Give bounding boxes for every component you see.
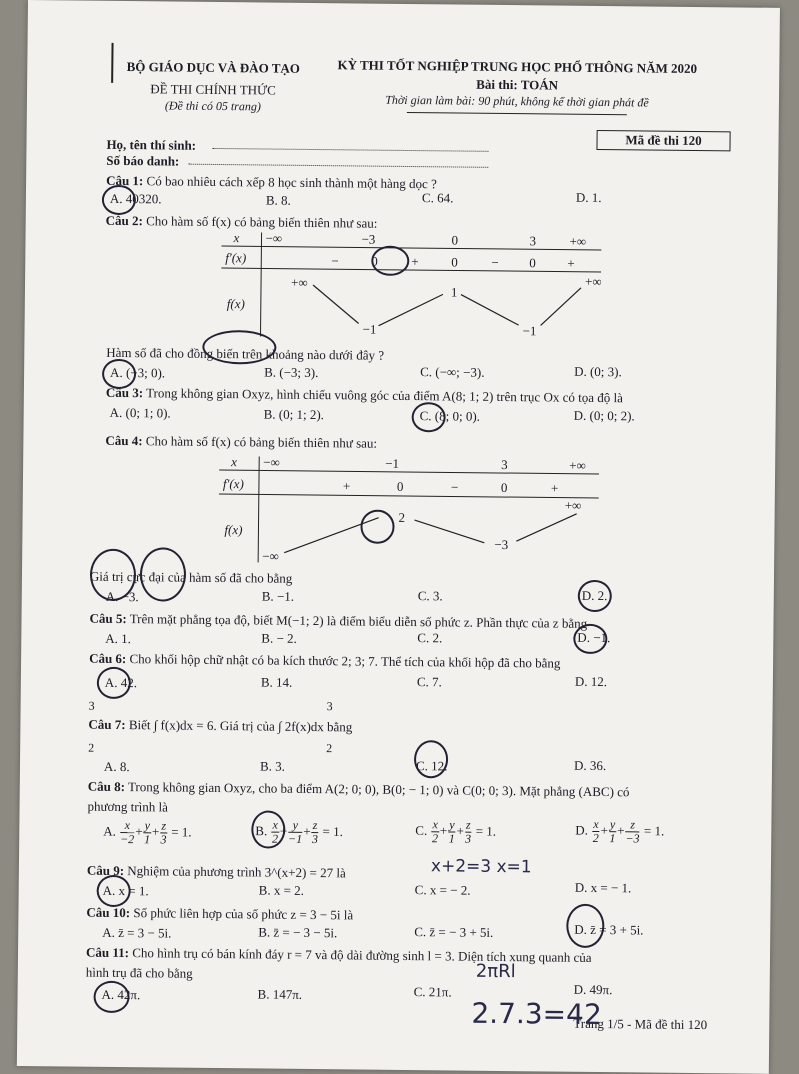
q9-c: C. x = − 2. xyxy=(414,882,471,898)
q2-f-label: f(x) xyxy=(226,296,245,312)
q4-x-2: 3 xyxy=(501,456,508,473)
q8-b-label: B. xyxy=(255,823,268,839)
q8-d-label: D. xyxy=(575,822,589,838)
q5-num: Câu 5: xyxy=(89,610,127,627)
q2-x-label: x xyxy=(233,230,240,246)
q3-text: Trong không gian Oxyz, hình chiếu vuông góc của điểm A(8; 1; 2) trên trục Ox có tọa độ là xyxy=(146,385,623,406)
q2-b: B. (−3; 3). xyxy=(264,364,319,381)
q10-stem xyxy=(86,905,353,923)
q10-b: B. z̄ = − 3 − 5i. xyxy=(258,924,338,941)
q7-lower-2: 2 xyxy=(326,741,333,756)
q2-sign-3: 0 xyxy=(451,254,458,270)
q11-b: B. 147π. xyxy=(257,986,303,1002)
candidate-name-field xyxy=(212,148,488,152)
q4-f-1: 2 xyxy=(398,509,406,525)
q8-a: A. $\frac{x}{-2}$ + $\frac{y}{1}$ + $\frac{z}{3}$ = 1. xyxy=(103,818,192,847)
q4-num: Câu 4: xyxy=(105,432,143,449)
q2-variation-table xyxy=(220,228,601,342)
q11-text: Cho hình trụ có bán kính đáy r = 7 và độ dài đường sinh l = 3. Diện tích xung quanh của xyxy=(132,945,592,965)
q2-fprime-label: f′(x) xyxy=(225,250,247,266)
q8-num: Câu 8: xyxy=(87,778,126,795)
q8-a-rhs: = 1. xyxy=(167,824,192,840)
q2-sign-6: + xyxy=(567,255,575,271)
circle-dong-bien xyxy=(202,330,276,365)
q7-text-2: ∫ 2f(x)dx bằng xyxy=(277,718,353,735)
q2-question: Hàm số đã cho đồng biến trên khoảng nào dưới đây ? xyxy=(106,344,385,363)
q6-b: B. 14. xyxy=(260,674,293,690)
q8-a-f3d: 3 xyxy=(160,832,167,847)
q7-b: B. 3. xyxy=(259,758,285,774)
q6-stem xyxy=(89,651,560,672)
q11-d: D. 49π. xyxy=(573,981,613,998)
q4-sign-0: + xyxy=(342,478,351,494)
handwriting-q11-formula: 2πRl xyxy=(475,960,516,983)
q7-upper-2: 3 xyxy=(326,699,333,714)
q3-d: D. (0; 0; 2). xyxy=(573,407,635,424)
q8-d-f3n: z xyxy=(626,818,640,832)
q11-a: A. 42π. xyxy=(101,986,141,1003)
q2-f-4: +∞ xyxy=(585,273,602,290)
q4-a: A. −3. xyxy=(105,588,139,605)
q8-d-f1n: x xyxy=(593,816,599,832)
q5-stem xyxy=(89,611,587,632)
q2-x-3: 3 xyxy=(529,233,537,249)
q7-upper-1: 3 xyxy=(88,698,95,713)
q8-d-f1d: 2 xyxy=(592,831,599,846)
q8-d-f2d: 1 xyxy=(609,831,616,846)
q7-d: D. 36. xyxy=(573,757,607,774)
q9-b: B. x = 2. xyxy=(258,882,305,898)
q4-question: Giá trị cực đại của hàm số đã cho bằng xyxy=(89,568,293,586)
q2-x-1: −3 xyxy=(361,231,376,247)
q8-a-f3n: z xyxy=(161,818,167,833)
q9-stem xyxy=(87,863,346,881)
q1-num: Câu 1: xyxy=(106,172,144,189)
q8-a-f2n: y xyxy=(144,818,151,833)
q5-c: C. 2. xyxy=(417,630,443,646)
q2-sign-1: 0 xyxy=(371,253,378,269)
q4-text: Cho hàm số f(x) có bảng biến thiên như sau: xyxy=(145,433,378,451)
q4-f-2: −3 xyxy=(494,536,509,553)
q4-f-3: +∞ xyxy=(564,497,582,513)
q4-d: D. 2. xyxy=(581,587,608,604)
q11-text-2: hình trụ đã cho bằng xyxy=(85,964,193,981)
q2-a: A. (−3; 0). xyxy=(110,364,166,381)
q10-d: D. z̄ = 3 + 5i. xyxy=(574,921,644,938)
answer-circle-q2 xyxy=(102,359,136,389)
q6-c: C. 7. xyxy=(416,674,442,690)
q8-c-f2d: 1 xyxy=(448,831,455,846)
q4-c: C. 3. xyxy=(417,588,443,604)
q8-a-label: A. xyxy=(103,823,117,839)
q9-num: Câu 9: xyxy=(86,862,125,879)
q8-c-f1n: x xyxy=(432,817,438,832)
q2-f-3: −1 xyxy=(522,323,537,339)
answer-circle-q4 xyxy=(578,580,612,612)
q2-x-4: +∞ xyxy=(569,233,587,249)
page-count-note: (Đề thi có 05 trang) xyxy=(164,98,261,114)
answer-circle-q1 xyxy=(102,185,136,215)
q7-a: A. 8. xyxy=(103,758,130,775)
q5-d: D. −1. xyxy=(577,629,611,646)
q1-d: D. 1. xyxy=(575,189,602,206)
q7-text-1: Biết ∫ f(x)dx = 6. Giá trị của xyxy=(128,717,275,734)
q2-text: Cho hàm số f(x) có bảng biến thiên như sau: xyxy=(146,213,378,231)
q8-c-label: C. xyxy=(415,822,428,838)
q8-stem xyxy=(88,779,630,800)
q7-num: Câu 7: xyxy=(88,716,126,733)
q8-d-f2n: y xyxy=(609,817,616,832)
q11-c: C. 21π. xyxy=(413,984,452,1000)
q8-d: D. $\frac{x}{2}$ + $\frac{y}{1}$ + $\frac{z}{-3}$ = 1. xyxy=(575,816,665,846)
q4-x-0: −∞ xyxy=(263,454,280,470)
q3-num: Câu 3: xyxy=(105,384,144,401)
q9-d: D. x = − 1. xyxy=(574,879,632,896)
q8-d-rhs: = 1. xyxy=(640,823,665,839)
q9-text: Nghiệm của phương trình 3^(x+2) = 27 là xyxy=(127,863,346,881)
answer-circle-q9 xyxy=(97,875,131,907)
q8-a-f1d: −2 xyxy=(120,832,135,847)
q8-c-f3d: 3 xyxy=(465,831,472,846)
answer-circle-q6 xyxy=(97,667,131,699)
q2-num: Câu 2: xyxy=(105,212,143,229)
q4-b: B. −1. xyxy=(261,588,295,604)
q8-a-f2d: 1 xyxy=(144,832,151,847)
q3-b: B. (0; 1; 2). xyxy=(263,406,325,423)
q6-text: Cho khối hộp chữ nhật có ba kích thước 2; 3; 7. Thể tích của khối hộp đã cho bằng xyxy=(129,651,561,671)
q5-a: A. 1. xyxy=(105,630,132,647)
q10-num: Câu 10: xyxy=(86,904,131,921)
q11-stem xyxy=(86,945,592,966)
page-footer: Trang 1/5 - Mã đề thi 120 xyxy=(573,1015,708,1033)
q3-c: C. (8; 0; 0). xyxy=(419,408,481,424)
q4-variation-table xyxy=(218,452,599,568)
q6-d: D. 12. xyxy=(574,673,608,690)
q2-x-2: 0 xyxy=(451,232,459,248)
q2-sign-0: − xyxy=(331,253,339,269)
answer-circle-q3 xyxy=(411,402,445,432)
q2-f-0: +∞ xyxy=(290,274,308,290)
q2-d: D. (0; 3). xyxy=(574,363,622,380)
handwriting-q11-calc: 2.7.3=42 xyxy=(471,996,602,1032)
q4-sign-2: − xyxy=(450,479,459,495)
q2-f-1: −1 xyxy=(362,321,377,337)
q1-b: B. 8. xyxy=(265,192,291,208)
q4-sign-3: 0 xyxy=(500,479,508,496)
header-right xyxy=(317,57,717,111)
q5-b: B. − 2. xyxy=(261,630,297,646)
official-label: ĐỀ THI CHÍNH THỨC xyxy=(150,80,276,98)
q8-c-f3n: z xyxy=(465,817,471,832)
q4-x-1: −1 xyxy=(385,455,400,471)
q4-f-label: f(x) xyxy=(224,522,243,538)
q8-b-f1n: x xyxy=(272,817,278,832)
q4-x-3: +∞ xyxy=(569,457,586,473)
q2-sign-5: 0 xyxy=(529,255,536,271)
q10-c: C. z̄ = − 3 + 5i. xyxy=(414,924,494,940)
q4-stem xyxy=(105,433,377,451)
q4-x-label: x xyxy=(231,454,238,470)
q7-stem xyxy=(88,717,352,735)
q7-c: C. 12. xyxy=(415,758,448,774)
q2-x-0: −∞ xyxy=(265,230,283,246)
circle-cuc-dai xyxy=(140,547,187,601)
q2-sign-2: + xyxy=(411,254,419,270)
q11-num: Câu 11: xyxy=(85,944,130,961)
circle-table-plus xyxy=(371,246,409,276)
circle-table-max xyxy=(360,510,394,544)
q8-b-f2n: y xyxy=(288,819,302,833)
q10-text: Số phức liên hợp của số phức z = 3 − 5i là xyxy=(133,905,354,923)
subject-label: Bài thi: TOÁN xyxy=(476,76,559,93)
q4-sign-4: + xyxy=(550,480,559,496)
q4-f-0: −∞ xyxy=(262,548,279,564)
q1-c: C. 64. xyxy=(421,190,454,206)
q8-b-f3d: 3 xyxy=(311,832,318,847)
q2-f-2: 1 xyxy=(450,284,458,300)
q8-c-rhs: = 1. xyxy=(472,823,497,839)
candidate-id-label: Số báo danh: xyxy=(106,152,180,169)
q8-d-f3d: −3 xyxy=(625,831,640,846)
answer-circle-q11 xyxy=(93,981,129,1013)
q8-b: B. $\frac{x}{2}$ + $\frac{y}{-1}$ + $\frac{z}{3}$ = 1. xyxy=(255,817,343,847)
header-left xyxy=(113,59,314,115)
q7-lower-1: 2 xyxy=(88,740,95,755)
q9-a: A. x = 1. xyxy=(102,882,149,899)
candidate-name-label: Họ, tên thí sinh: xyxy=(106,136,197,153)
q8-c-f2n: y xyxy=(449,817,455,832)
q6-num: Câu 6: xyxy=(89,650,127,667)
q2-sign-4: − xyxy=(491,254,499,270)
q1-a: A. 40320. xyxy=(109,190,162,207)
header-underline xyxy=(407,112,627,115)
answer-circle-q10 xyxy=(566,904,604,948)
q8-c-f1d: 2 xyxy=(431,831,439,846)
q3-a: A. (0; 1; 0). xyxy=(109,404,171,421)
q1-stem xyxy=(106,173,437,192)
q2-c: C. (−∞; −3). xyxy=(420,364,485,380)
q8-b-f3n: z xyxy=(312,818,318,833)
exam-page xyxy=(17,0,780,1074)
q10-a: A. z̄ = 3 − 5i. xyxy=(102,924,172,941)
answer-circle-q5 xyxy=(573,624,607,654)
q1-text: Có bao nhiêu cách xếp 8 học sinh thành một hàng dọc ? xyxy=(146,173,437,192)
q3-stem xyxy=(106,385,623,406)
time-note: Thời gian làm bài: 90 phút, không kể thời gian phát đề xyxy=(385,92,649,110)
q4-sign-1: 0 xyxy=(396,478,404,494)
q8-text: Trong không gian Oxyz, cho ba điểm A(2; 0; 0), B(0; − 1; 0) và C(0; 0; 3). Mặt phẳng (ABC) có xyxy=(127,779,630,800)
q8-b-f1d: 2 xyxy=(271,831,279,846)
q8-b-rhs: = 1. xyxy=(319,823,343,840)
q4-fprime-label: f′(x) xyxy=(222,476,244,492)
q8-b-f2d: −1 xyxy=(287,831,303,847)
exam-code-box: Mã đề thi 120 xyxy=(596,130,730,151)
q8-c: C. $\frac{x}{2}$ + $\frac{y}{1}$ + $\frac{z}{3}$ = 1. xyxy=(415,817,497,846)
q8-a-f1n: x xyxy=(120,819,134,833)
candidate-id-field xyxy=(188,164,488,168)
q5-text: Trên mặt phẳng tọa độ, biết M(−1; 2) là điểm biểu diễn số phức z. Phần thực của z bằng xyxy=(129,611,588,631)
q6-a: A. 42. xyxy=(104,674,138,691)
q8-text-2: phương trình là xyxy=(87,798,168,815)
exam-title: KỲ THI TỐT NGHIỆP TRUNG HỌC PHỔ THÔNG NĂM 2020 xyxy=(337,57,698,77)
handwriting-q9-work: x+2=3 x=1 xyxy=(430,856,532,878)
ministry-name: BỘ GIÁO DỤC VÀ ĐÀO TẠO xyxy=(126,59,300,76)
